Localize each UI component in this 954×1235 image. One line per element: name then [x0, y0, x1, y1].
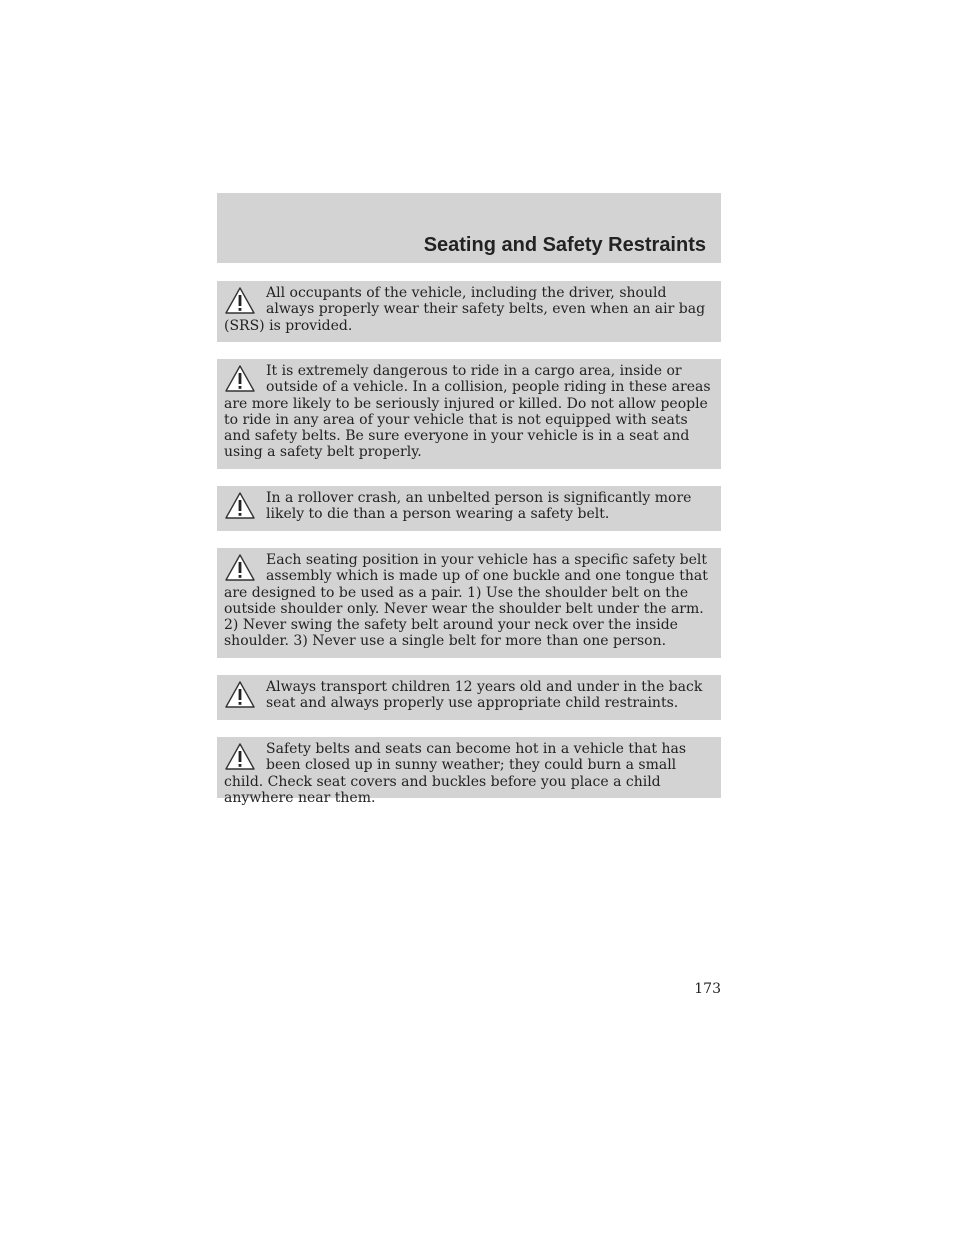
warning-triangle-icon — [224, 364, 256, 394]
warning-text: It is extremely dangerous to ride in a cargo area, inside or outside of a vehicle. In a collision, people riding in these areas are more likely to be seriously injured or killed. Do not allow people to ride in any area of your vehicle that is not equipped with seats and safety belts. Be sure everyone in your vehicle is in a seat and using a safety belt properly. — [224, 363, 711, 461]
warning-triangle-icon — [224, 553, 256, 583]
warning-text: Each seating position in your vehicle has a specific safety belt assembly which is made up of one buckle and one tongue that are designed to be used as a pair. 1) Use the shoulder belt on the outside shoulder only. Never wear the shoulder belt under the arm. 2) Never swing the safety belt around your neck over the inside shoulder. 3) Never use a single belt for more than one person. — [224, 552, 708, 650]
warning-text: In a rollover crash, an unbelted person is significantly more likely to die than a person wearing a safety belt. — [266, 490, 692, 523]
warning-box — [217, 737, 721, 806]
warning-text: Always transport children 12 years old and under in the back seat and always properly use appropriate child restraints. — [266, 679, 703, 712]
page-number: 173 — [694, 981, 721, 997]
warning-text: All occupants of the vehicle, including the driver, should always properly wear their safety belts, even when an air bag (SRS) is provided. — [224, 285, 706, 334]
page-title: Seating and Safety Restraints — [423, 234, 706, 256]
warning-box — [217, 486, 721, 531]
warning-box — [217, 281, 721, 342]
warning-box — [217, 359, 721, 469]
warning-box — [217, 675, 721, 720]
warning-triangle-icon — [224, 680, 256, 710]
warning-text: Safety belts and seats can become hot in a vehicle that has been closed up in sunny weather; they could burn a small child. Check seat covers and buckles before you place a child anywhere near them. — [224, 741, 687, 806]
section-header — [217, 193, 721, 263]
warning-box — [217, 548, 721, 658]
warning-triangle-icon — [224, 742, 256, 772]
warning-triangle-icon — [224, 491, 256, 521]
warning-triangle-icon — [224, 286, 256, 316]
